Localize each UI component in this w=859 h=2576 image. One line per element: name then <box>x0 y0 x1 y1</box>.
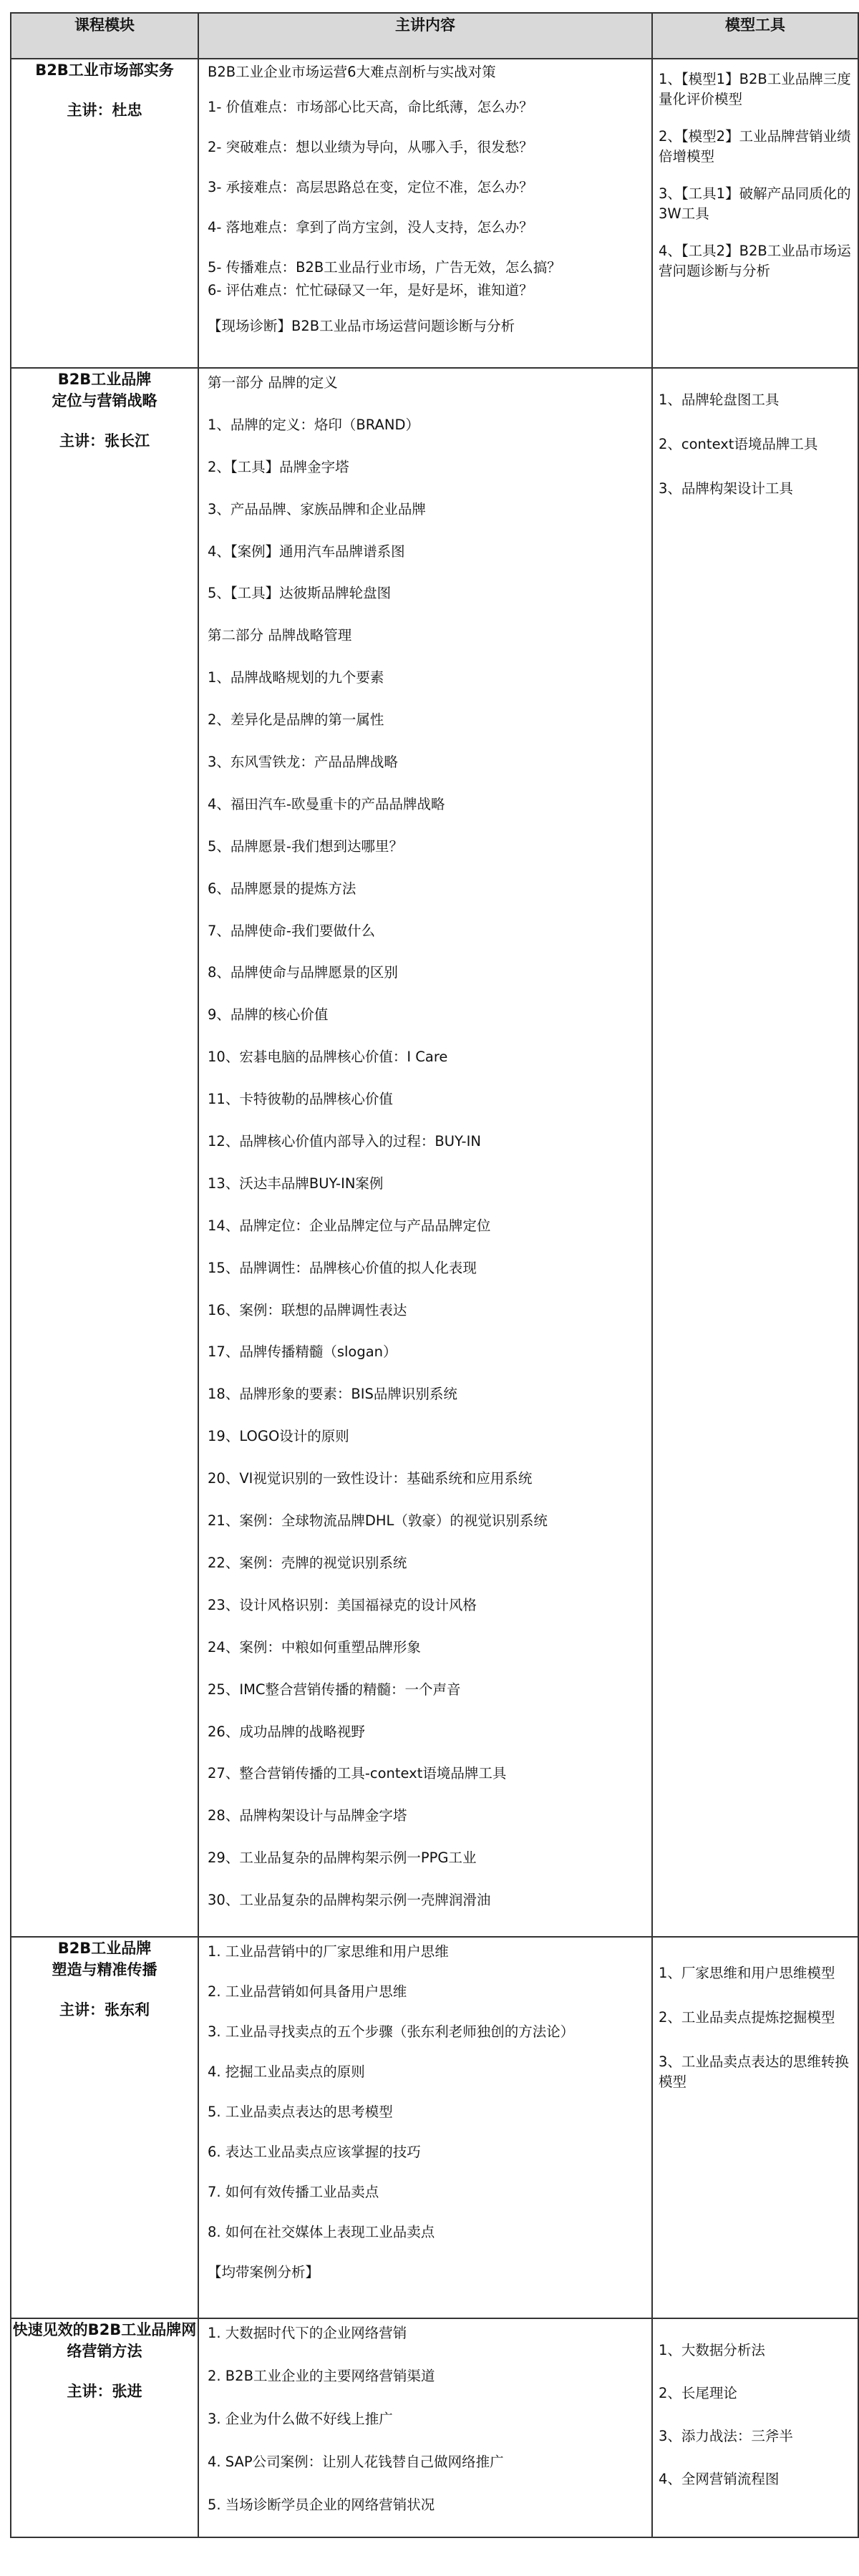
content-item: 3. 工业品寻找卖点的五个步骤（张东利老师独创的方法论） <box>208 2023 575 2040</box>
content-item: 27、整合营销传播的工具-context语境品牌工具 <box>208 1765 507 1782</box>
content-item: 3- 承接难点：高层思路总在变，定位不准，怎么办？ <box>208 179 533 195</box>
content-item: 9、品牌的核心价值 <box>208 1006 329 1024</box>
content-item: 24、案例：中粮如何重塑品牌形象 <box>208 1638 421 1656</box>
content-item: 8. 如何在社交媒体上表现工业品卖点 <box>208 2224 435 2240</box>
header-tools: 模型工具 <box>652 13 858 59</box>
tools-cell <box>652 1937 858 2318</box>
lecturer-name: 主讲：杜忠 <box>67 102 142 119</box>
curriculum-table <box>10 12 859 2538</box>
content-item: 4. 挖掘工业品卖点的原则 <box>208 2064 365 2080</box>
tool-item: 4、【工具2】B2B工业品市场运营问题诊断与分析 <box>659 243 851 279</box>
module-cell <box>11 2318 198 2537</box>
header-content: 主讲内容 <box>198 13 652 59</box>
content-item: 25、IMC整合营销传播的精髓：一个声音 <box>208 1681 461 1698</box>
tools-cell <box>652 2318 858 2537</box>
tool-item: 1、品牌轮盘图工具 <box>659 392 780 408</box>
content-item: 第一部分 品牌的定义 <box>208 374 338 391</box>
tool-item: 3、【工具1】破解产品同质化的3W工具 <box>659 185 851 222</box>
tool-item: 1、大数据分析法 <box>659 2342 765 2358</box>
content-item: 第二部分 品牌战略管理 <box>208 627 352 644</box>
content-item: 6- 评估难点：忙忙碌碌又一年，是好是坏，谁知道？ <box>208 282 533 298</box>
content-list <box>199 1938 651 2285</box>
table-row <box>11 368 858 1937</box>
content-list <box>199 369 651 1913</box>
table-row <box>11 2318 858 2537</box>
content-item: 1. 工业品营销中的厂家思维和用户思维 <box>208 1943 449 1960</box>
module-name: B2B工业市场部实务 <box>35 62 174 79</box>
content-item: 8、品牌使命与品牌愿景的区别 <box>208 964 398 981</box>
table-row <box>11 59 858 368</box>
tool-item: 2、【模型2】工业品牌营销业绩倍增模型 <box>659 128 851 165</box>
tool-item: 3、品牌构架设计工具 <box>659 480 793 497</box>
content-item: 1. 大数据时代下的企业网络营销 <box>208 2325 407 2341</box>
tool-item: 4、全网营销流程图 <box>659 2471 780 2487</box>
lecturer-name: 主讲：张长江 <box>59 432 150 449</box>
content-item: 1- 价值难点：市场部心比天高，命比纸薄，怎么办？ <box>208 99 533 115</box>
tool-item: 1、厂家思维和用户思维模型 <box>659 1965 835 1981</box>
content-item: 5. 当场诊断学员企业的网络营销状况 <box>208 2497 435 2513</box>
content-item: 11、卡特彼勒的品牌核心价值 <box>208 1091 393 1108</box>
content-cell <box>198 1937 652 2318</box>
tool-item: 2、工业品卖点提炼挖掘模型 <box>659 2009 835 2026</box>
tools-cell <box>652 368 858 1937</box>
content-item: 2- 突破难点：想以业绩为导向，从哪入手，很发愁？ <box>208 139 533 155</box>
content-item: 6、品牌愿景的提炼方法 <box>208 880 356 897</box>
content-item: 23、设计风格识别：美国福禄克的设计风格 <box>208 1596 477 1613</box>
content-item: 4. SAP公司案例：让别人花钱替自己做网络推广 <box>208 2454 504 2470</box>
content-item: 30、工业品复杂的品牌构架示例一壳牌润滑油 <box>208 1892 491 1909</box>
content-item: 4、【案例】通用汽车品牌谱系图 <box>208 543 405 560</box>
content-item: 10、宏碁电脑的品牌核心价值：I Care <box>208 1049 448 1066</box>
module-name: B2B工业品牌 定位与营销战略 <box>52 371 157 409</box>
content-cell <box>198 368 652 1937</box>
content-item: 3、东风雪铁龙：产品品牌战略 <box>208 754 398 771</box>
tools-cell <box>652 59 858 368</box>
content-item: 2. 工业品营销如何具备用户思维 <box>208 1983 407 2000</box>
content-item: 18、品牌形象的要素：BIS品牌识别系统 <box>208 1386 457 1403</box>
content-item: 【均带案例分析】 <box>208 2264 320 2280</box>
tool-item: 3、工业品卖点表达的思维转换模型 <box>659 2053 849 2090</box>
header-module: 课程模块 <box>11 13 198 59</box>
header-row <box>11 13 858 59</box>
content-item: 13、沃达丰品牌BUY-IN案例 <box>208 1175 384 1192</box>
content-item: 22、案例：壳牌的视觉识别系统 <box>208 1554 407 1571</box>
content-item: 21、案例：全球物流品牌DHL（敦豪）的视觉识别系统 <box>208 1512 548 1530</box>
content-item: 3、产品品牌、家族品牌和企业品牌 <box>208 500 426 517</box>
module-cell <box>11 59 198 368</box>
tool-item: 2、长尾理论 <box>659 2385 737 2401</box>
module-cell <box>11 368 198 1937</box>
lecturer-name: 主讲：张进 <box>67 2383 142 2400</box>
content-item: 5、【工具】达彼斯品牌轮盘图 <box>208 585 392 602</box>
content-item: 4- 落地难点：拿到了尚方宝剑，没人支持，怎么办？ <box>208 219 533 235</box>
content-item: 1、品牌战略规划的九个要素 <box>208 669 384 686</box>
module-name: B2B工业品牌 塑造与精准传播 <box>52 1940 157 1978</box>
tool-item: 2、context语境品牌工具 <box>659 436 818 452</box>
content-item: 【现场诊断】B2B工业品市场运营问题诊断与分析 <box>208 318 515 334</box>
content-item: 5. 工业品卖点表达的思考模型 <box>208 2104 393 2120</box>
module-cell <box>11 1937 198 2318</box>
content-item: 2. B2B工业企业的主要网络营销渠道 <box>208 2368 435 2384</box>
module-name: 快速见效的B2B工业品牌网络营销方法 <box>12 2321 197 2360</box>
content-item: 26、成功品牌的战略视野 <box>208 1723 365 1740</box>
content-item: 12、品牌核心价值内部导入的过程：BUY-IN <box>208 1133 481 1150</box>
lecturer-name: 主讲：张东利 <box>59 2001 150 2018</box>
content-item: 7. 如何有效传播工业品卖点 <box>208 2184 379 2200</box>
content-item: 2、差异化是品牌的第一属性 <box>208 711 384 729</box>
content-item: 7、品牌使命-我们要做什么 <box>208 922 375 939</box>
content-cell <box>198 2318 652 2537</box>
content-item: 15、品牌调性：品牌核心价值的拟人化表现 <box>208 1259 477 1276</box>
content-item: 19、LOGO设计的原则 <box>208 1428 349 1445</box>
content-item: 17、品牌传播精髓（slogan） <box>208 1343 397 1361</box>
content-item: 5、品牌愿景-我们想到达哪里？ <box>208 837 403 855</box>
content-item: 1、品牌的定义：烙印（BRAND） <box>208 416 419 433</box>
tool-item: 1、【模型1】B2B工业品牌三度量化评价模型 <box>659 71 851 107</box>
content-item: 6. 表达工业品卖点应该掌握的技巧 <box>208 2144 421 2160</box>
content-item: 5- 传播难点：B2B工业品行业市场，广告无效，怎么搞？ <box>208 259 561 276</box>
content-item: 16、案例：联想的品牌调性表达 <box>208 1301 407 1318</box>
content-item: 3. 企业为什么做不好线上推广 <box>208 2411 393 2427</box>
content-item: 29、工业品复杂的品牌构架示例一PPG工业 <box>208 1850 477 1867</box>
content-item: 2、【工具】品牌金字塔 <box>208 458 349 475</box>
content-item: 4、福田汽车-欧曼重卡的产品品牌战略 <box>208 795 445 812</box>
content-list <box>199 2319 651 2518</box>
content-item: B2B工业企业市场运营6大难点剖析与实战对策 <box>208 64 496 80</box>
content-cell <box>198 59 652 368</box>
content-item: 14、品牌定位：企业品牌定位与产品品牌定位 <box>208 1217 491 1234</box>
tool-item: 3、添力战法：三斧半 <box>659 2428 793 2444</box>
content-item: 28、品牌构架设计与品牌金字塔 <box>208 1807 407 1824</box>
table-row <box>11 1937 858 2318</box>
content-item: 20、VI视觉识别的一致性设计：基础系统和应用系统 <box>208 1470 533 1487</box>
